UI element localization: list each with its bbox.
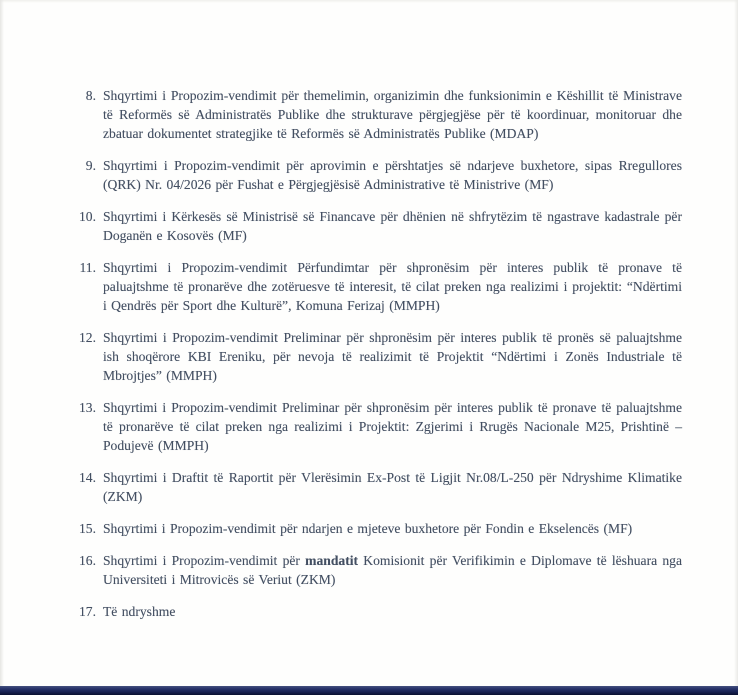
item-text-segment: Shqyrtimi i Propozim-vendimit Preliminar për shpronësim për interes publik të pronave të paluajtshme të pronarëve të cilat preken nga realizimi i Projektit: Zgjerimi i Rrugës Nacionale M25, Prishtinë – Podujevë (MMPH) — [103, 400, 682, 453]
item-text — [103, 398, 682, 455]
list-item — [70, 602, 682, 621]
item-number: 12. — [79, 330, 96, 345]
item-text-segment: Shqyrtimi i Propozim-vendimit për ndarjen e mjeteve buxhetore për Fondin e Ekselencës (MF) — [103, 521, 633, 536]
list-item — [70, 156, 682, 194]
item-text — [103, 207, 682, 245]
item-text — [103, 156, 682, 194]
item-text-segment: Të ndryshme — [103, 604, 176, 619]
item-text — [103, 468, 682, 506]
scan-edge-left — [0, 0, 4, 695]
list-item — [70, 398, 682, 455]
item-text — [103, 551, 682, 589]
list-item — [70, 551, 682, 589]
item-number: 11. — [79, 260, 96, 275]
item-number: 15. — [79, 521, 96, 536]
item-text-segment: Shqyrtimi i Propozim-vendimit për — [103, 553, 306, 568]
list-item — [70, 328, 682, 385]
item-number: 17. — [79, 604, 96, 619]
item-text — [103, 328, 682, 385]
list-item — [70, 519, 682, 538]
item-number: 16. — [79, 553, 96, 568]
list-item — [70, 258, 682, 315]
item-text — [103, 86, 682, 143]
item-text — [103, 602, 682, 621]
agenda-list — [70, 86, 682, 634]
scan-edge-right — [734, 0, 738, 695]
item-text-bold-segment: mandatit — [305, 553, 359, 568]
item-number: 10. — [79, 209, 96, 224]
item-text-segment: Shqyrtimi i Draftit të Raportit për Vlerësimin Ex-Post të Ligjit Nr.08/L-250 për Ndryshime Klimatike (ZKM) — [103, 470, 682, 504]
list-item — [70, 86, 682, 143]
list-item — [70, 207, 682, 245]
footer-bar — [0, 686, 738, 695]
scan-edge-top — [0, 0, 738, 3]
item-number: 14. — [79, 470, 96, 485]
item-number: 9. — [85, 158, 96, 173]
item-text-segment: Komisionit për Verifikimin e Diplomave të lëshuara nga Universiteti i Mitrovicës së Veriut (ZKM) — [103, 553, 682, 587]
item-text-segment: Shqyrtimi i Propozim-vendimit Preliminar për shpronësim për interes publik të pronës së paluajtshme ish shoqërore KBI Ereniku, për nevoja të realizimit të Projektit “Ndërtimi i Zonës Industriale të Mbrojtjes” (MMPH) — [103, 330, 682, 383]
item-number: 8. — [85, 88, 96, 103]
list-item — [70, 468, 682, 506]
item-text-segment: Shqyrtimi i Propozim-vendimit për themelimin, organizimin dhe funksionimin e Këshillit të Ministrave të Reformës së Administratës Publike dhe strukturave përgjegjëse për të koordinuar, monitoruar dhe zbatuar dokumentet strategjike të Reformës së Administratës Publike (MDAP) — [103, 88, 682, 141]
item-text-segment: Shqyrtimi i Propozim-vendimit Përfundimtar për shpronësim për interes publik të pronave të paluajtshme të pronarëve dhe zotëruesve të interesit, të cilat preken nga realizimi i projektit: “Ndërtimi i Qendrës për Sport dhe Kulturë”, Komuna Ferizaj (MMPH) — [103, 260, 682, 313]
item-text — [103, 258, 682, 315]
item-number: 13. — [79, 400, 96, 415]
item-text-segment: Shqyrtimi i Kërkesës së Ministrisë së Financave për dhënien në shfrytëzim të ngastrave kadastrale për Doganën e Kosovës (MF) — [103, 209, 682, 243]
item-text-segment: Shqyrtimi i Propozim-vendimit për aprovimin e përshtatjes së ndarjeve buxhetore, sipas Rregullores (QRK) Nr. 04/2026 për Fushat e Përgjegjësisë Administrative të Ministrive (MF) — [103, 158, 682, 192]
item-text — [103, 519, 682, 538]
